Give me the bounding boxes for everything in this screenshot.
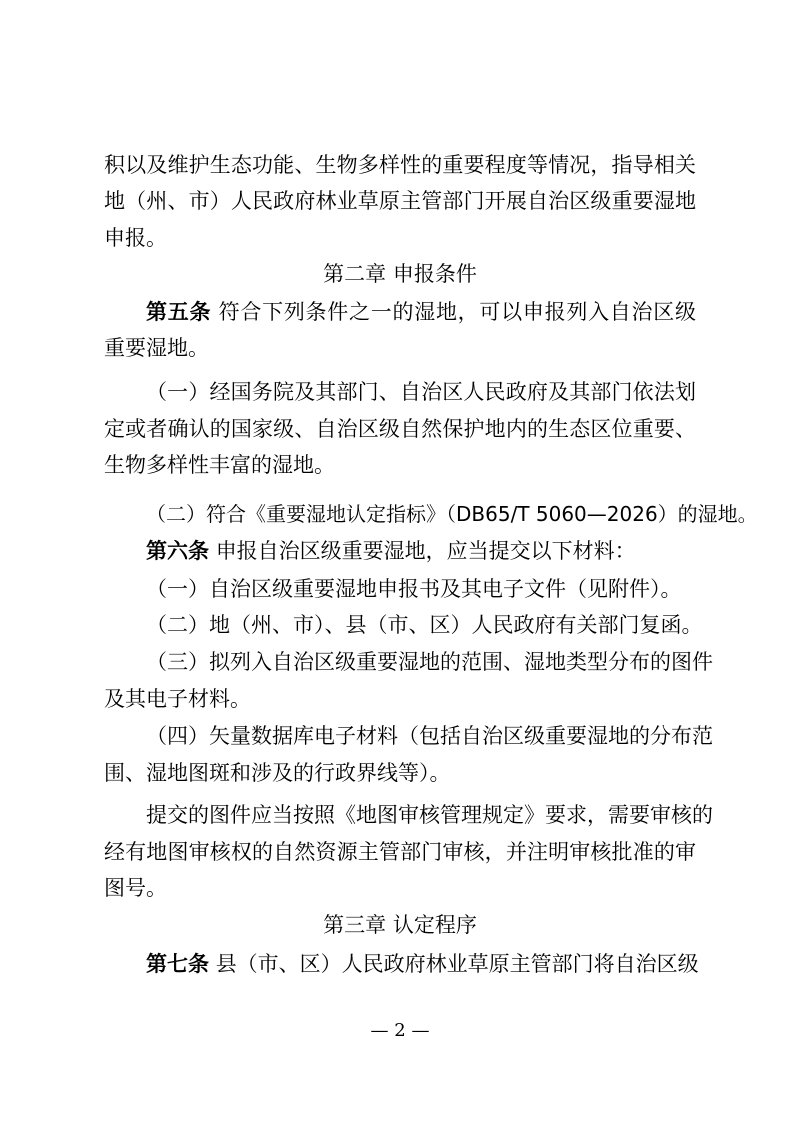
paragraph-line: 积以及维护生态功能、生物多样性的重要程度等情况，指导相关 bbox=[104, 153, 696, 177]
article-6-text: 申报自治区级重要湿地，应当提交以下材料： bbox=[215, 539, 636, 563]
article-7-text: 县（市、区）人民政府林业草原主管部门将自治区级 bbox=[215, 952, 699, 976]
list-item-line: （二）地（州、市）、县（市、区）人民政府有关部门复函。 bbox=[146, 613, 703, 637]
list-item-line: （三）拟列入自治区级重要湿地的范围、湿地类型分布的图件 bbox=[146, 650, 713, 674]
paragraph-line: 围、湿地图斑和涉及的行政界线等）。 bbox=[104, 761, 451, 785]
paragraph-line: 图号。 bbox=[104, 876, 167, 900]
list-item-line: （二）符合《重要湿地认定指标》（DB65/T 5060—2026）的湿地。 bbox=[146, 502, 758, 526]
article-5-line bbox=[146, 298, 696, 326]
chapter-heading-3: 第三章 认定程序 bbox=[323, 913, 477, 937]
paragraph-line: 重要湿地。 bbox=[104, 336, 209, 360]
article-7-line bbox=[146, 950, 699, 978]
article-6-label: 第六条 bbox=[146, 539, 209, 563]
article-7-label: 第七条 bbox=[146, 952, 209, 976]
article-5-label: 第五条 bbox=[146, 300, 212, 324]
list-item-line: （一）自治区级重要湿地申报书及其电子文件（见附件）。 bbox=[146, 577, 682, 601]
paragraph-line: 定或者确认的国家级、自治区级自然保护地内的生态区位重要、 bbox=[104, 417, 696, 441]
list-item-line: （一）经国务院及其部门、自治区人民政府及其部门依法划 bbox=[146, 380, 696, 404]
article-5-text: 符合下列条件之一的湿地，可以申报列入自治区级 bbox=[218, 300, 697, 324]
paragraph-line: 经有地图审核权的自然资源主管部门审核，并注明审核批准的审 bbox=[104, 840, 696, 864]
paragraph-line: 生物多样性丰富的湿地。 bbox=[104, 453, 335, 477]
chapter-heading-2: 第二章 申报条件 bbox=[323, 262, 477, 286]
paragraph-line: 及其电子材料。 bbox=[104, 687, 251, 711]
paragraph-line: 地（州、市）人民政府林业草原主管部门开展自治区级重要湿地 bbox=[104, 189, 696, 213]
article-6-line bbox=[146, 537, 696, 565]
list-item-line: （四）矢量数据库电子材料（包括自治区级重要湿地的分布范 bbox=[146, 724, 713, 748]
paragraph-line: 申报。 bbox=[104, 226, 167, 250]
page-number: — 2 — bbox=[370, 1020, 430, 1041]
paragraph-line: 提交的图件应当按照《地图审核管理规定》要求，需要审核的 bbox=[146, 803, 713, 827]
